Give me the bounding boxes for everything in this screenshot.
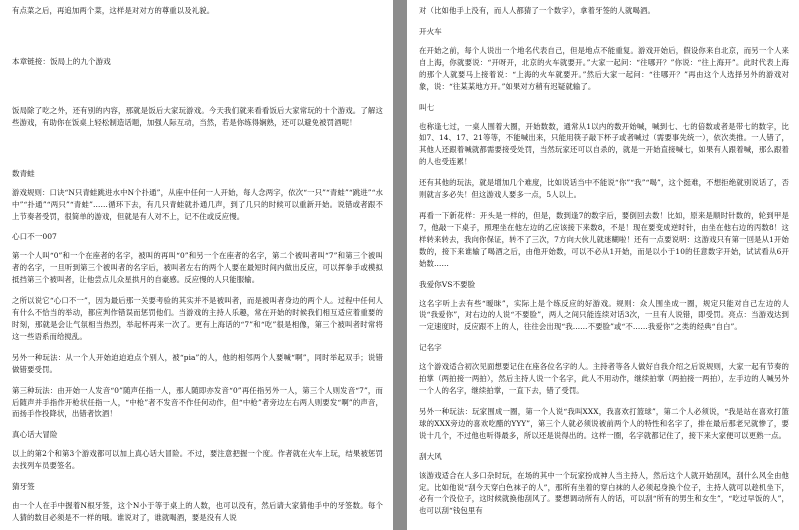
section-title-truth-or-dare: 真心话大冒险 xyxy=(12,430,58,440)
section-title-guess-toothpicks: 猜牙签 xyxy=(12,482,35,492)
section-title-count-frogs: 数青蛙 xyxy=(12,168,35,178)
section-paragraph: 这名字听上去有些“暧昧”，实际上是个练反应的好游戏。规则：众人围坐成一圈，规定只能对自己左边的人说“我爱你”，对右边的人说“不要脸”，两人之间只能连续对话3次，一旦有人说错，即受罚。亮点：当游戏达到一定速度时，反应跟不上的人，往往会出现“我……不要脸”或“不……我爱你”之类的经典“自白”。 xyxy=(419,298,789,332)
section-paragraph: 游戏规则：口诀“N只青蛙跳进水中N个扑通”，从座中任何一人开始，每人念两字，依次“一只”“青蛙”“跳进”“水中”“扑通”“两只”“青蛙”……循环下去，有几只青蛙就扑通几声，到了几只的时候可以重新开始。说错或者跟不上节奏者受罚，很简单的游戏，但就是有人对不上，记不住或反应慢。 xyxy=(12,187,383,221)
section-paragraph: 再看一下新花样：开头是一样的，但是，数到逢7的数字后，要倒回去数！比如，原来是顺时针数的，轮到甲是7，他敲一下桌子，照理坐在他左边的乙应该接下来数8，不是！现在要变成逆时针，由坐在他右边的丙数8！这样转来转去，我向你保证，转不了三次，7方向大伙儿就迷糊啦！还有一点要说明：这游戏只有第一回是从1开始数的，接下来谁输了喝酒之后，由他开始数，可以不必从1开始，而是以小于10的任意数字开始，试试看从6开始数…… xyxy=(419,210,789,268)
section-paragraph: 该游戏适合在人多口杂时玩，在场的其中一个玩家扮成神人当主持人，然后这个人就开始刮风，刮什么风全由他定。比如他说“刮今天穿白色袜子的人”，那所有坐着的穿白袜的人必须起身换个位子，主持人就可以趁机坐下，必有一个没位子，这时候就换他刮风了。要想调动所有人的话，可以刮“所有的男生和女生”，“吃过早饭的人”，也可以刮“钱包里有 xyxy=(419,470,789,516)
section-paragraph: 在开始之前，每个人说出一个地名代表自己，但是地点不能重复。游戏开始后，假设你来自北京，而另一个人来自上海，你就要说：“开呀开，北京的火车就要开。”大家一起问：“往哪开？”你说：“往上海开”。此时代表上海的那个人就要马上接着说：“上海的火车就要开。”然后大家一起问：“往哪开？”再由这个人选择另外的游戏对象，说：“往某某地方开。”如果对方稍有迟疑就输了。 xyxy=(419,45,789,91)
right-carryover-text: 对（比如他手上没有，而人人都猜了一个数字），拿着牙签的人就喝酒。 xyxy=(419,6,656,15)
section-paragraph: 另外一种玩法：从一个人开始迫迫迫点个别人，被“pia”的人，他的相邻两个人要喊“啊”，同时举起双手；说错做错要受罚。 xyxy=(12,352,383,374)
right-page xyxy=(407,0,799,530)
section-paragraph: 由一个人在手中握着N根牙签，这个N小于等于桌上的人数，也可以没有，然后请大家猜他手中的牙签数。每个人猜的数目必须是不一样的哦。谁说对了，谁就喝酒，要是没有人说 xyxy=(12,501,383,523)
left-intro-paragraph: 饭局除了吃之外，还有别的内容，那就是饭后大家玩游戏。今天我们就来看看饭后大家常玩的十个游戏。了解这些游戏，有助你在饭桌上轻松制造话题，加强人际互动，当然，若是你练得娴熟，还可以避免被罚酒呢！ xyxy=(12,105,383,127)
section-paragraph: 这个游戏适合初次见面想要记住在座各位名字的人。主持者等各人做好自我介绍之后说规则，大家一起有节奏的拍掌（两拍接一两拍），然后主持人说一个名字，此人不用动作，继续拍掌（两拍接一两拍），左手边的人喊另外一个人的名字，继续拍掌，一直下去，错了受罚。 xyxy=(419,362,789,396)
section-title-love-vs-shameless: 我爱你VS不要脸 xyxy=(419,279,476,289)
related-chapter-link[interactable]: 本章链接：饭局上的九个游戏 xyxy=(12,56,111,66)
section-title-remember-names: 记名字 xyxy=(419,343,442,353)
left-page xyxy=(0,0,393,530)
section-paragraph: 第一个人叫“0”和一个在座者的名字，被叫的再叫“0”和另一个在座者的名字，第二个被叫者叫“7”和第三个被叫者的名字，一旦听到第三个被叫者的名字后，被叫者左右的两个人要在最短时间内做出反应，可以挥拳手或模拟抵挡第三个被叫者，让他尝点儿众星拱月的自豪感。反应慢的人只能服输。 xyxy=(12,251,383,285)
section-paragraph: 之所以说它“心口不一”，因为最后那一关要考验的其实并不是被叫者，而是被叫者身边的两个人。过程中任何人有什么不恰当的举动，都应判作错误而惩罚他们。当游戏的主持人乐趣，常在开始的时候我们相互适应着重要的时刻，那就是会让气氛相当热烈，举起杯再来一次了。更有上海话的“7”和“吃”很是相像，第三个被叫者时常将这一些语系而给搅乱。 xyxy=(12,296,383,341)
section-paragraph: 第三种玩法：由开始一人发音“0”随声任指一人，那人随即亦发音“0”再任指另外一人，第三个人则发音“7”，而后随声并手指作开枪状任指一人，“中枪”者不发音不作任何动作，但“中枪”者旁边左右两人则要发“啊”的声音，而扬手作投降状，出错者饮酒！ xyxy=(12,385,383,419)
section-paragraph: 另外一种玩法：玩家围成一圈，第一个人说“我叫XXX，我喜欢打篮球”，第二个人必须说，“我是站在喜欢打篮球的XXX旁边的喜欢吃醋的YYY”，第三个人就必须说被前两个人的特性和名字了，排在最后那老兄就惨了，要说十几个，不过他也听得最多，所以还是说得出的。这样一圈，名字就都记住了，接下来大家便可以更熟一点。 xyxy=(419,406,789,440)
section-paragraph: 以上的第2个和第3个游戏都可以加上真心话大冒险。不过，要注意把握一个度。作者就在火车上玩，结果被惩罚去找列车员要签名。 xyxy=(12,449,383,471)
section-title-train: 开火车 xyxy=(419,26,442,36)
left-intro-tail: 有点菜之后，再追加两个菜，这样是对对方的尊重以及礼貌。 xyxy=(12,6,215,15)
section-title-big-wind: 刮大风 xyxy=(419,451,442,461)
section-paragraph: 也称逢七过，一桌人围着大圈，开始数数，通常从1以内的数开始喊，喊到七、七的倍数或者是带七的数字，比如7、14、17、21等等，不能喊出来，只能用筷子敲下杯子或者喊过（需要事先统一），依次类推。一人错了，其他人还跟着喊就都需要接受处罚，当然玩家还可以自杀的，就是一开始直接喊七，如果有人跟着喊，那么跟着的人也受连累！ xyxy=(419,121,789,167)
section-paragraph: 还有其他的玩法，就是增加几个难度，比如说话当中不能说“你”“我”“喝”，这个挺难，不想拒绝就别说话了，否则就言多必失！但这游戏人要多一点，5人以上。 xyxy=(419,178,789,200)
section-title-call-seven: 叫七 xyxy=(419,102,435,112)
section-title-007: 心口不一007 xyxy=(12,232,57,242)
